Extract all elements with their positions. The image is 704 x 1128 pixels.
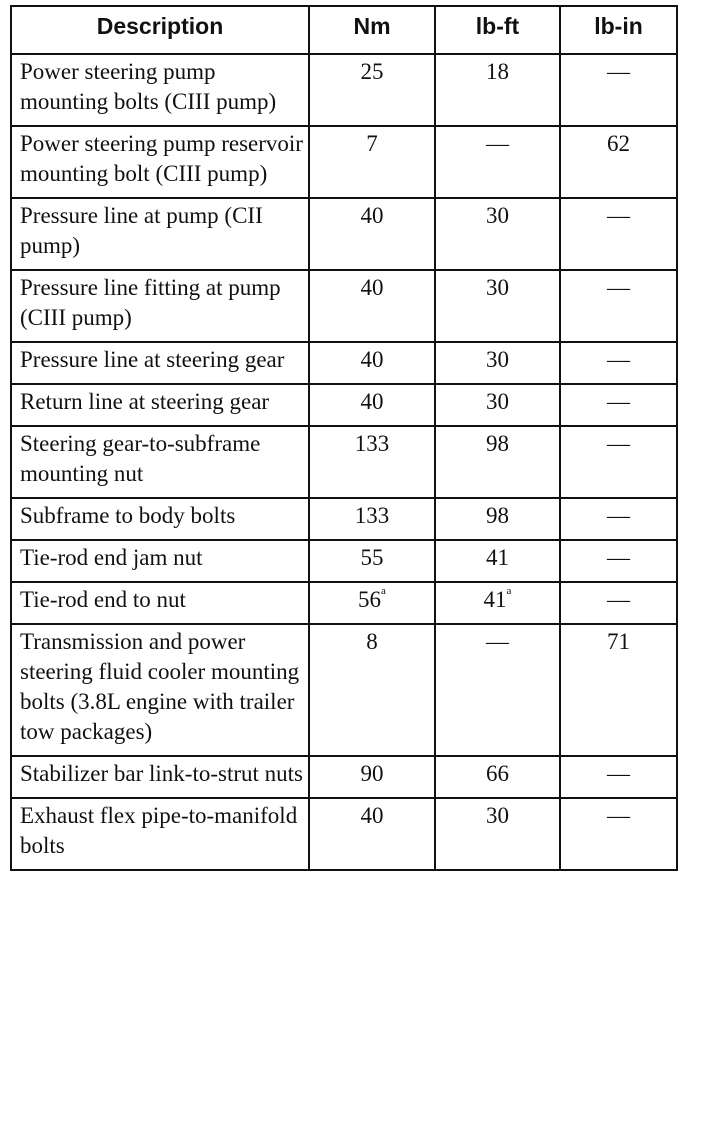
table-row	[11, 198, 677, 270]
footnote-marker: a	[506, 585, 512, 597]
lbft-cell: 66	[435, 756, 560, 798]
description-cell: Power steering pump reservoir mounting bolt (CIII pump)	[11, 126, 309, 198]
lbin-cell: —	[560, 54, 677, 126]
lbin-cell: —	[560, 270, 677, 342]
lbin-cell: —	[560, 756, 677, 798]
lbft-cell: —	[435, 126, 560, 198]
description-cell: Exhaust flex pipe-to-manifold bolts	[11, 798, 309, 870]
table-row	[11, 54, 677, 126]
lbft-cell: 30	[435, 198, 560, 270]
nm-cell: 133	[309, 426, 435, 498]
nm-cell: 40	[309, 270, 435, 342]
nm-cell: 55	[309, 540, 435, 582]
lbin-cell: —	[560, 498, 677, 540]
nm-cell: 133	[309, 498, 435, 540]
lbin-cell: —	[560, 342, 677, 384]
header-nm: Nm	[309, 6, 435, 54]
table-row	[11, 540, 677, 582]
description-cell: Pressure line at pump (CII pump)	[11, 198, 309, 270]
lbft-cell: 98	[435, 498, 560, 540]
footnote-marker: a	[381, 585, 386, 597]
description-cell: Return line at steering gear	[11, 384, 309, 426]
table-row	[11, 384, 677, 426]
nm-cell: 40	[309, 384, 435, 426]
description-cell: Power steering pump mounting bolts (CIII pump)	[11, 54, 309, 126]
lbft-cell: 18	[435, 54, 560, 126]
lbin-cell: 71	[560, 624, 677, 756]
nm-cell: 7	[309, 126, 435, 198]
lbin-cell: —	[560, 582, 677, 624]
lbft-cell: 30	[435, 342, 560, 384]
description-cell: Tie-rod end to nut	[11, 582, 309, 624]
table-row	[11, 756, 677, 798]
table-row	[11, 624, 677, 756]
description-cell: Steering gear-to-subframe mounting nut	[11, 426, 309, 498]
description-cell: Pressure line at steering gear	[11, 342, 309, 384]
lbft-cell: 30	[435, 270, 560, 342]
lbft-cell: —	[435, 624, 560, 756]
lbft-cell: 30	[435, 798, 560, 870]
nm-cell: 40	[309, 198, 435, 270]
nm-value: 56	[358, 587, 382, 612]
header-row	[11, 6, 677, 54]
table-row	[11, 582, 677, 624]
lbin-cell: —	[560, 384, 677, 426]
description-cell: Transmission and power steering fluid cooler mounting bolts (3.8L engine with trailer tow packages)	[11, 624, 309, 756]
table-row	[11, 342, 677, 384]
torque-spec-table	[10, 5, 678, 871]
description-cell: Subframe to body bolts	[11, 498, 309, 540]
lbin-cell: —	[560, 540, 677, 582]
table-row	[11, 270, 677, 342]
lbin-cell: —	[560, 426, 677, 498]
lbft-value: 41	[483, 587, 507, 612]
nm-cell	[309, 582, 435, 624]
nm-cell: 40	[309, 798, 435, 870]
nm-cell: 40	[309, 342, 435, 384]
table-row	[11, 126, 677, 198]
description-cell: Tie-rod end jam nut	[11, 540, 309, 582]
lbin-cell: —	[560, 798, 677, 870]
lbin-cell: —	[560, 198, 677, 270]
nm-cell: 25	[309, 54, 435, 126]
lbft-cell: 98	[435, 426, 560, 498]
description-cell: Pressure line fitting at pump (CIII pump)	[11, 270, 309, 342]
header-lbin: lb-in	[560, 6, 677, 54]
lbft-cell: 41	[435, 540, 560, 582]
lbft-cell: 30	[435, 384, 560, 426]
lbft-cell	[435, 582, 560, 624]
description-cell: Stabilizer bar link-to-strut nuts	[11, 756, 309, 798]
nm-cell: 90	[309, 756, 435, 798]
table-row	[11, 798, 677, 870]
table-row	[11, 426, 677, 498]
table-row	[11, 498, 677, 540]
nm-cell: 8	[309, 624, 435, 756]
lbin-cell: 62	[560, 126, 677, 198]
header-description: Description	[11, 6, 309, 54]
header-lbft: lb-ft	[435, 6, 560, 54]
